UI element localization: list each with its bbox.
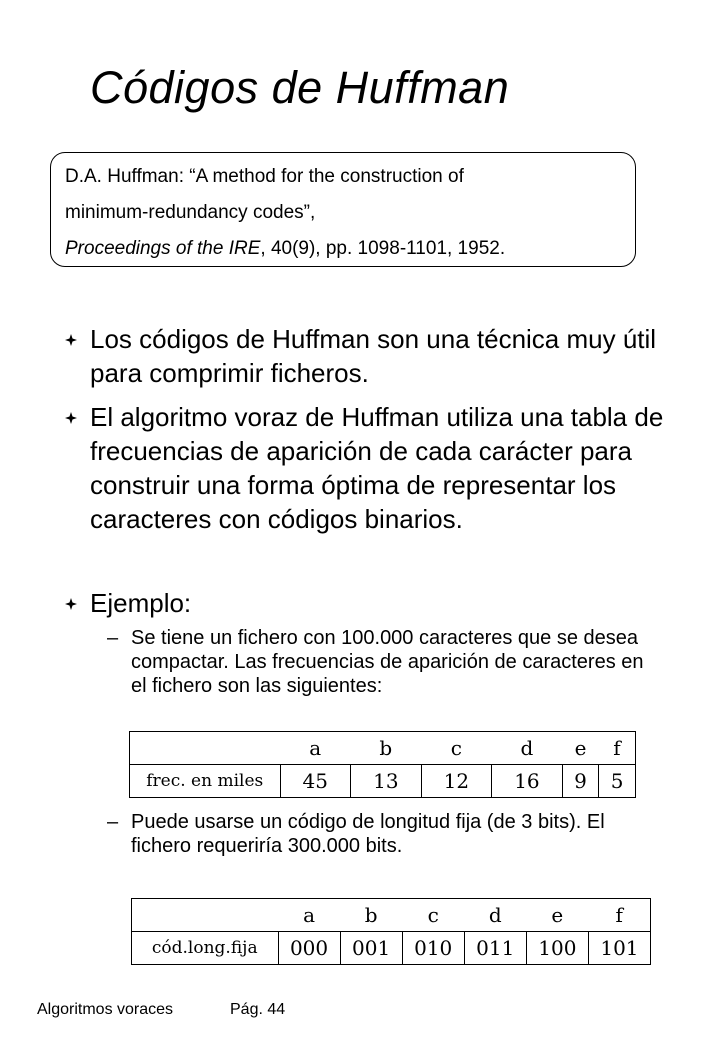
- table-cell: b: [351, 732, 422, 765]
- table-cell: e: [562, 732, 599, 765]
- bullet-item: El algoritmo voraz de Huffman utiliza una tabla de frecuencias de aparición de cada carácter para construir una forma óptima de representar los caracteres con códigos binarios.: [90, 402, 664, 534]
- reference-details: , 40(9), pp. 1098-1101, 1952.: [260, 238, 506, 259]
- table-cell: 011: [464, 932, 526, 965]
- table-cell: [130, 732, 281, 765]
- reference-line-1: D.A. Huffman: “A method for the construction of: [65, 166, 464, 187]
- footer-page-number: Pág. 44: [230, 1001, 286, 1018]
- table-cell: c: [421, 732, 492, 765]
- reference-box: [50, 152, 636, 267]
- table-cell: f: [599, 732, 636, 765]
- table-cell: b: [340, 899, 402, 932]
- table-header-row: [130, 732, 636, 765]
- table-cell: a: [278, 899, 340, 932]
- table-cell: 000: [278, 932, 340, 965]
- sub-item-dash: –: [107, 627, 119, 649]
- table-cell: 001: [340, 932, 402, 965]
- table-cell: [132, 899, 279, 932]
- table-row: [130, 765, 636, 798]
- diamond-bullet-icon: [64, 333, 78, 347]
- bullet-item: Ejemplo:: [90, 588, 192, 618]
- table-cell: d: [492, 732, 563, 765]
- reference-journal: Proceedings of the IRE: [65, 238, 261, 259]
- sub-item: Se tiene un fichero con 100.000 caracteres que se desea compactar. Las frecuencias de aparición de caracteres en el fichero son las siguientes:: [131, 627, 644, 697]
- code-table: [131, 898, 651, 965]
- sub-item: Puede usarse un código de longitud fija (de 3 bits). El fichero requeriría 300.000 bits.: [131, 811, 605, 857]
- table-cell: 100: [526, 932, 588, 965]
- table-cell: c: [402, 899, 464, 932]
- bullet-item: Los códigos de Huffman son una técnica muy útil para comprimir ficheros.: [90, 324, 657, 388]
- table-cell: 9: [562, 765, 599, 798]
- frequency-table: [129, 731, 636, 798]
- footer-course: Algoritmos voraces: [37, 1001, 174, 1018]
- table-cell: 13: [351, 765, 422, 798]
- table-cell: d: [464, 899, 526, 932]
- sub-item-dash: –: [107, 811, 119, 833]
- table-row: [132, 932, 651, 965]
- table-header-row: [132, 899, 651, 932]
- diamond-bullet-icon: [64, 597, 78, 611]
- reference-line-3: [65, 231, 635, 267]
- reference-line-2: minimum-redundancy codes”,: [65, 202, 316, 223]
- table-cell: 16: [492, 765, 563, 798]
- table-cell: a: [280, 732, 351, 765]
- row-label: cód.long.fija: [132, 932, 279, 965]
- table-cell: f: [588, 899, 650, 932]
- diamond-bullet-icon: [64, 411, 78, 425]
- table-cell: 5: [599, 765, 636, 798]
- table-cell: 12: [421, 765, 492, 798]
- table-cell: 45: [280, 765, 351, 798]
- page-title: Códigos de Huffman: [90, 62, 510, 113]
- table-cell: 010: [402, 932, 464, 965]
- table-cell: 101: [588, 932, 650, 965]
- row-label: frec. en miles: [130, 765, 281, 798]
- table-cell: e: [526, 899, 588, 932]
